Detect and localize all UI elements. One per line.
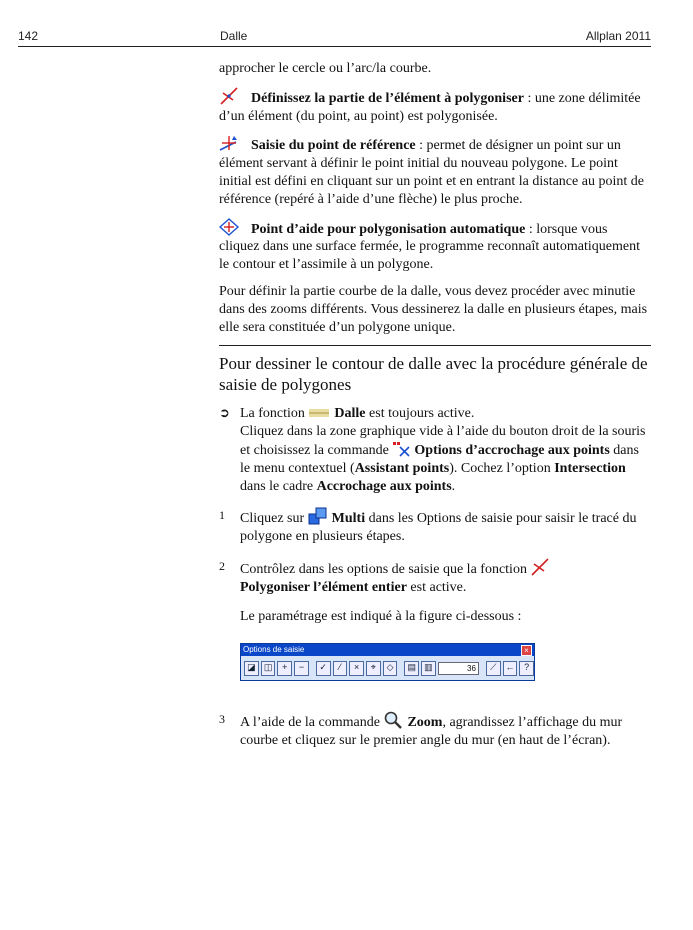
definition-term: Définissez la partie de l’élément à polygoniser bbox=[251, 90, 524, 106]
multi-icon bbox=[308, 507, 328, 525]
page-number: 142 bbox=[18, 29, 39, 43]
header-rule bbox=[18, 46, 651, 47]
zoom-icon bbox=[383, 711, 403, 729]
definition-auto-polygonize bbox=[219, 218, 651, 274]
text: dans les Options de saisie pour saisir le tracé du polygone en plusieurs étapes. bbox=[240, 511, 637, 545]
bold-term: Multi bbox=[331, 511, 366, 527]
step-number: 3 bbox=[219, 712, 225, 727]
definition-text: : une zone délimitée d’un élément (du point, au point) est polygonisée. bbox=[219, 90, 641, 124]
close-icon[interactable]: × bbox=[521, 645, 532, 656]
text: , agrandissez l’affichage du mur courbe et cliquez sur le premier angle du mur (en haut de l’écran). bbox=[240, 715, 623, 749]
polygonize-part-icon[interactable]: × bbox=[349, 661, 364, 676]
intro-paragraph: approcher le cercle ou l’arc/la courbe. bbox=[219, 61, 432, 76]
input-options-toolbar bbox=[240, 643, 535, 681]
layer-icon[interactable]: ▤ bbox=[404, 661, 419, 676]
body-paragraph: Pour définir la partie courbe de la dalle, vous devez procéder avec minutie dans des zooms différents. Vous dessinerez la dalle en plusieurs étapes, mais elle sera constituée d’un polygone unique. bbox=[219, 283, 648, 335]
text: dans le cadre bbox=[240, 478, 317, 494]
text: est active. bbox=[406, 579, 467, 595]
plus-icon[interactable]: + bbox=[277, 661, 292, 676]
text: A l’aide de la commande bbox=[240, 715, 384, 731]
text: dans le menu contextuel ( bbox=[240, 442, 639, 476]
point-snap-options-icon bbox=[392, 441, 410, 457]
arrow-marker-icon: ➲ bbox=[219, 406, 230, 422]
text: est toujours active. bbox=[365, 406, 475, 422]
bold-term: Options d’accrochage aux points bbox=[414, 442, 610, 458]
step-number: 2 bbox=[219, 558, 225, 573]
help-icon[interactable]: ? bbox=[519, 661, 534, 676]
text: Cliquez sur bbox=[240, 511, 308, 527]
slab-icon bbox=[308, 406, 330, 420]
bold-term: Intersection bbox=[554, 460, 626, 476]
main-content bbox=[219, 60, 651, 762]
section-rule bbox=[219, 345, 651, 346]
bold-term: Dalle bbox=[334, 406, 366, 422]
section-name: Dalle bbox=[220, 29, 248, 43]
tool-icon[interactable]: ⟋ bbox=[486, 661, 501, 676]
step-note: Le paramétrage est indiqué à la figure ci-dessous : bbox=[240, 608, 522, 624]
step-item bbox=[219, 711, 651, 750]
text: La fonction bbox=[240, 406, 309, 422]
definition-text: : permet de désigner un point sur un élément servant à définir le point initial du nouveau polygone. Le point initial est défini en cliquant sur un point et en entrant la distance au point de référence (repéré à l’aide d’une flèche) le plus proche. bbox=[219, 138, 644, 207]
polygonize-part-icon bbox=[219, 87, 239, 105]
bold-term: Zoom bbox=[407, 715, 443, 731]
text: ). Cochez l’option bbox=[449, 460, 555, 476]
value-field[interactable]: 36 bbox=[438, 662, 479, 675]
definition-reference-point bbox=[219, 134, 651, 208]
toolbar-body bbox=[241, 656, 534, 680]
reference-point-icon[interactable]: ⌖ bbox=[366, 661, 381, 676]
minus-icon[interactable]: − bbox=[294, 661, 309, 676]
section-heading: Pour dessiner le contour de dalle avec la procédure générale de saisie de polygones bbox=[219, 354, 648, 395]
product-name: Allplan 2011 bbox=[585, 29, 651, 43]
bold-term: Assistant points bbox=[354, 460, 450, 476]
bold-term: Polygoniser l’élément entier bbox=[240, 579, 407, 595]
reference-point-icon bbox=[219, 134, 239, 152]
text: Contrôlez dans les options de saisie que la fonction bbox=[240, 561, 531, 577]
checkbox-icon[interactable]: ✓ bbox=[316, 661, 331, 676]
definition-text: : lorsque vous cliquez dans une surface fermée, le programme reconnaît automatiquement le contour et l’assimile à un polygone. bbox=[219, 221, 640, 273]
polygonize-entire-element-icon[interactable]: ⁄ bbox=[333, 661, 348, 676]
definition-polygonize-part bbox=[219, 87, 651, 126]
polygon-icon[interactable]: ◪ bbox=[244, 661, 259, 676]
auto-polygonize-icon[interactable]: ◇ bbox=[383, 661, 398, 676]
definition-term: Saisie du point de référence bbox=[251, 138, 416, 154]
running-header bbox=[18, 29, 651, 45]
toolbar-title-bar bbox=[241, 644, 534, 656]
multi-icon[interactable]: ◫ bbox=[261, 661, 276, 676]
toolbar-title: Options de saisie bbox=[243, 645, 305, 655]
fill-icon[interactable]: ▥ bbox=[421, 661, 436, 676]
step-item bbox=[219, 507, 651, 546]
step-item bbox=[219, 558, 651, 625]
bold-term: Accrochage aux points bbox=[316, 478, 452, 494]
prerequisite-item bbox=[219, 405, 651, 495]
auto-polygonize-icon bbox=[219, 218, 239, 236]
step-number: 1 bbox=[219, 508, 225, 523]
text: . bbox=[451, 478, 456, 494]
text: Cliquez dans la zone graphique vide à l’aide du bouton droit de la souris et choisissez la commande bbox=[240, 424, 646, 458]
polygonize-entire-element-icon bbox=[530, 558, 550, 576]
definition-term: Point d’aide pour polygonisation automatique bbox=[251, 221, 526, 237]
back-arrow-icon[interactable]: ← bbox=[503, 661, 518, 676]
